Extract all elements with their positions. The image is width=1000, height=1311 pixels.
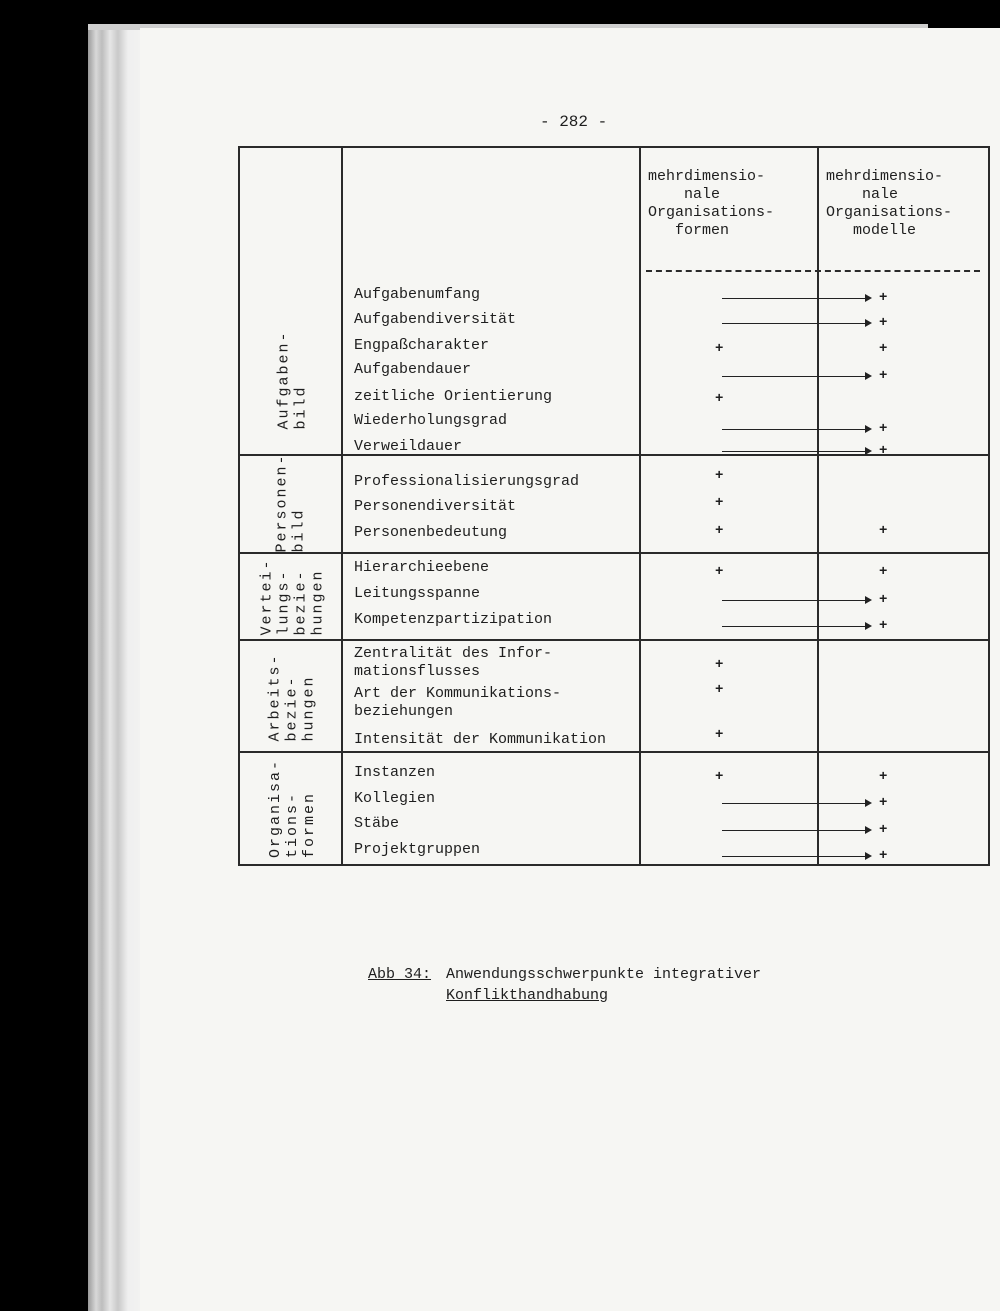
table-row-label: Personendiversität xyxy=(354,498,517,515)
arrow-icon xyxy=(722,803,870,804)
arrow-icon xyxy=(722,376,870,377)
table-row-label: Aufgabenumfang xyxy=(354,286,481,303)
caption-line-2: Konflikthandhabung xyxy=(446,987,609,1004)
table-divider xyxy=(341,146,343,866)
group-divider xyxy=(238,639,990,641)
plus-mark-modelle: + xyxy=(879,523,888,539)
table-row-label: Zentralität des Infor- mationsflusses xyxy=(354,645,553,680)
table-row-label: Aufgabendiversität xyxy=(354,311,517,328)
plus-mark-formen: + xyxy=(715,769,724,785)
column-header-organisationsformen: mehrdimensio- nale Organisations- formen xyxy=(648,168,775,239)
group-divider xyxy=(238,454,990,456)
figure-number: Abb 34: xyxy=(368,966,432,983)
arrow-icon xyxy=(722,451,870,452)
table-row-label: Leitungsspanne xyxy=(354,585,481,602)
group-label: Aufgaben- bild xyxy=(275,330,310,430)
table-row-label: Professionalisierungsgrad xyxy=(354,473,580,490)
caption-label xyxy=(368,964,431,985)
arrow-icon xyxy=(722,600,870,601)
plus-mark-formen: + xyxy=(715,564,724,580)
plus-mark-formen: + xyxy=(715,727,724,743)
table-row-label: Instanzen xyxy=(354,764,436,781)
table-row-label: Intensität der Kommunikation xyxy=(354,731,607,748)
plus-mark-modelle: + xyxy=(879,341,888,357)
table-row-label: Kollegien xyxy=(354,790,436,807)
plus-mark-formen: + xyxy=(715,682,724,698)
header-dashed-rule xyxy=(646,270,980,272)
plus-mark-formen: + xyxy=(715,523,724,539)
plus-mark-formen: + xyxy=(715,495,724,511)
plus-mark-modelle: + xyxy=(879,848,888,864)
group-label: Arbeits- bezie- hungen xyxy=(266,652,318,742)
plus-mark-modelle: + xyxy=(879,564,888,580)
plus-mark-formen: + xyxy=(715,341,724,357)
arrow-icon xyxy=(722,429,870,430)
table-row-label: Kompetenzpartizipation xyxy=(354,611,553,628)
plus-mark-modelle: + xyxy=(879,315,888,331)
plus-mark-modelle: + xyxy=(879,421,888,437)
table-row-label: zeitliche Orientierung xyxy=(354,388,553,405)
table-row-label: Aufgabendauer xyxy=(354,361,472,378)
page-stack-edge xyxy=(88,24,148,1311)
arrow-icon xyxy=(722,298,870,299)
table-row-label: Wiederholungsgrad xyxy=(354,412,508,429)
table-row-label: Art der Kommunikations- beziehungen xyxy=(354,685,562,720)
plus-mark-formen: + xyxy=(715,657,724,673)
table-row-label: Personenbedeutung xyxy=(354,524,508,541)
table-divider xyxy=(817,146,819,866)
plus-mark-modelle: + xyxy=(879,368,888,384)
group-divider xyxy=(238,552,990,554)
plus-mark-modelle: + xyxy=(879,443,888,459)
page-number: - 282 - xyxy=(540,113,608,131)
table-row-label: Projektgruppen xyxy=(354,841,481,858)
table-row-label: Hierarchieebene xyxy=(354,559,490,576)
table-row-label: Engpaßcharakter xyxy=(354,337,490,354)
group-divider xyxy=(238,751,990,753)
arrow-icon xyxy=(722,323,870,324)
group-label: Vertei- lungs- bezie- hungen xyxy=(258,558,327,636)
table-divider xyxy=(639,146,641,866)
table xyxy=(238,146,990,866)
plus-mark-modelle: + xyxy=(879,592,888,608)
plus-mark-modelle: + xyxy=(879,290,888,306)
column-header-organisationsmodelle: mehrdimensio- nale Organisations- modelle xyxy=(826,168,953,239)
arrow-icon xyxy=(722,856,870,857)
group-label: Organisa- tions- formen xyxy=(266,758,318,858)
arrow-icon xyxy=(722,626,870,627)
plus-mark-formen: + xyxy=(715,468,724,484)
table-row-label: Stäbe xyxy=(354,815,400,832)
group-label: Personen- bild xyxy=(273,453,308,553)
caption-line-1: Anwendungsschwerpunkte integrativer xyxy=(446,966,762,983)
plus-mark-formen: + xyxy=(715,391,724,407)
arrow-icon xyxy=(722,830,870,831)
plus-mark-modelle: + xyxy=(879,795,888,811)
table-row-label: Verweildauer xyxy=(354,438,463,455)
plus-mark-modelle: + xyxy=(879,822,888,838)
plus-mark-modelle: + xyxy=(879,618,888,634)
plus-mark-modelle: + xyxy=(879,769,888,785)
